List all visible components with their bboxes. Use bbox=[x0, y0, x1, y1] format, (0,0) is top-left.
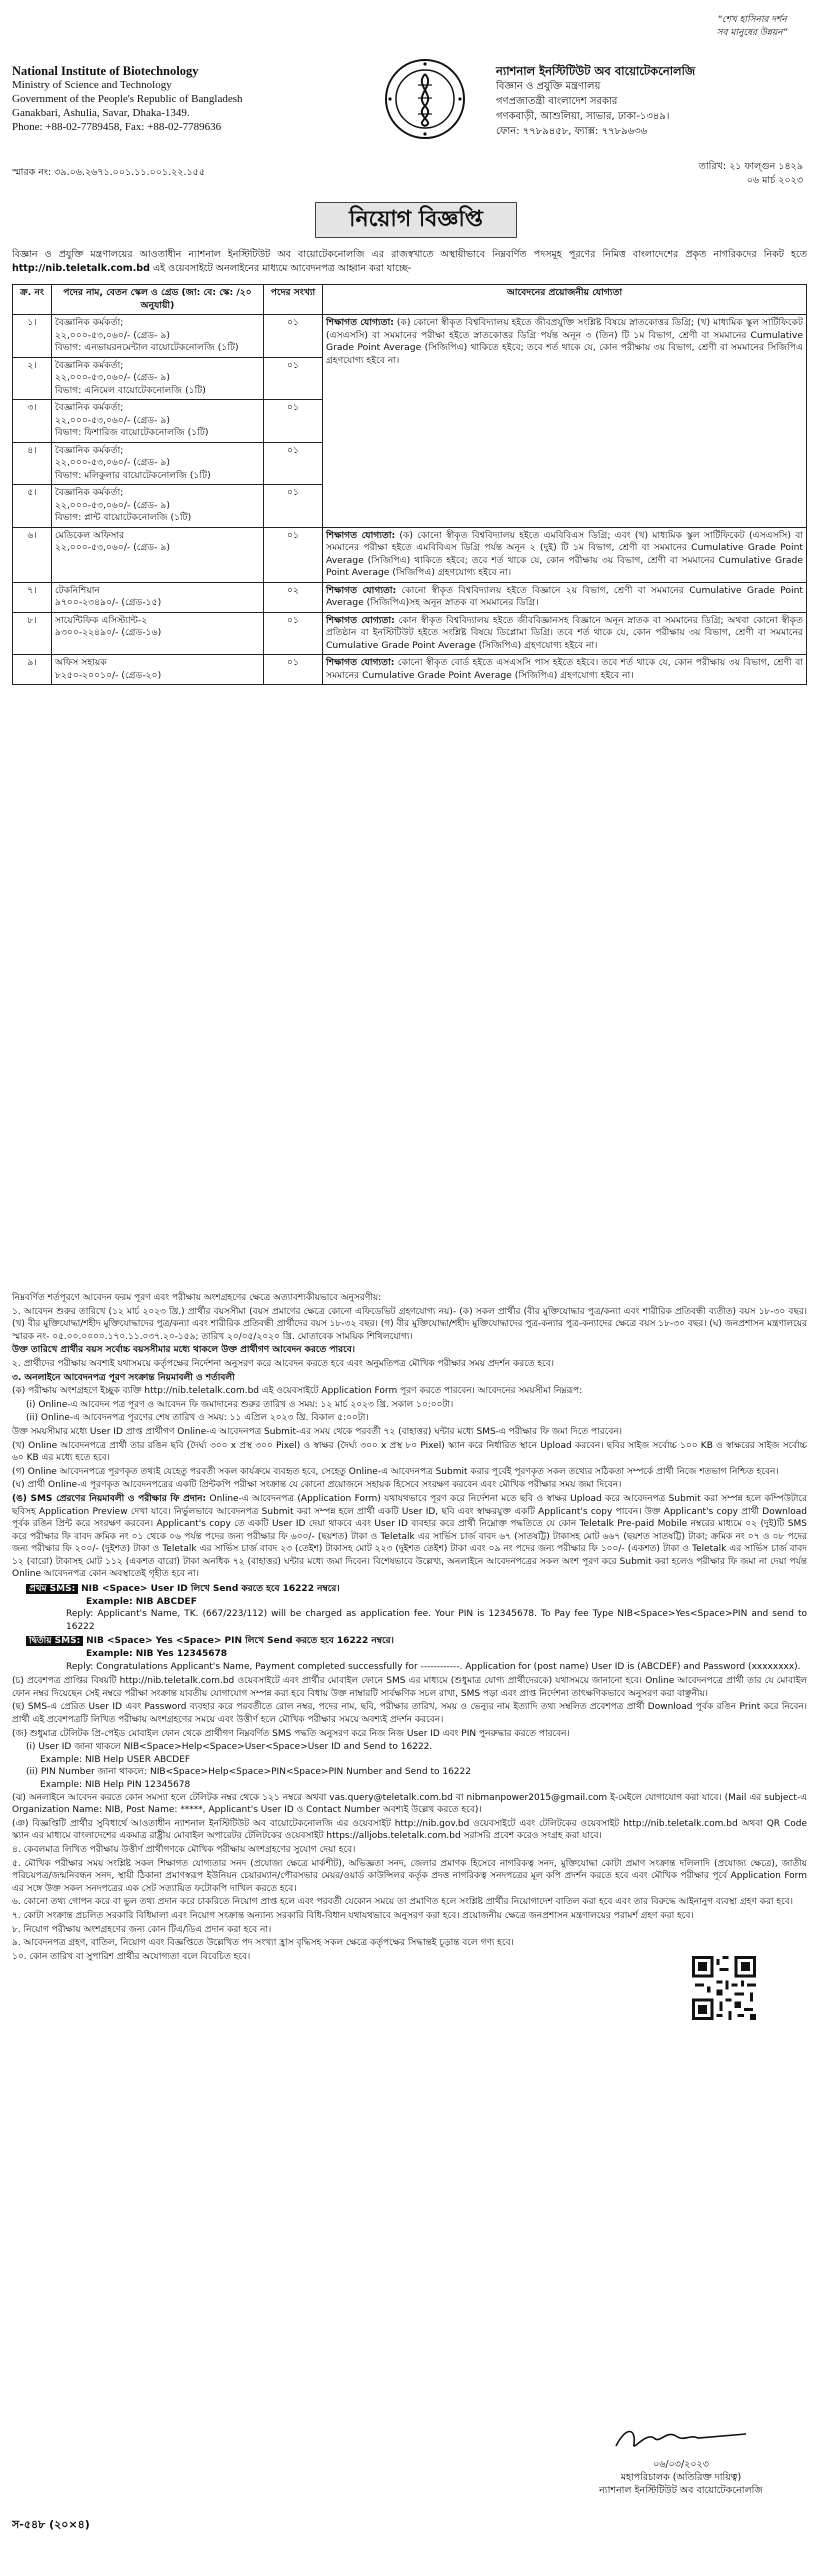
table-row: ৫। বৈজ্ঞানিক কর্মকর্তা; ২২,০০০-৫৩,০৬০/- (গ্রেড- ৯) বিভাগ: প্লান্ট বায়োটেকনোলজি (১টি) ০১ bbox=[13, 485, 807, 528]
table-row: ১। বৈজ্ঞানিক কর্মকর্তা; ২২,০০০-৫৩,০৬০/- (গ্রেড- ৯) বিভাগ: এনভায়রনমেন্টাল বায়োটেকনোলজি (১টি) ০১ শিক্ষাগত যোগ্যতা: (ক) কোনো স্বীকৃত বিশ্ববিদ্যালয় হইতে জীবপ্রযুক্তি সংশ্লিষ্ট বিষয়ে স্নাতকোত্তর ডিগ্রি; (খ) মাধ্যমিক স্কুল সার্টিফিকেট (এসএসসি) বা সমমানের পরীক্ষা হইতে স্নাতকোত্তর ডিগ্রি পর্যন্ত অনূন ৩ (তিন) টি ১ম বিভাগ, শ্রেণী বা সমমানের Cumulative Grade Point Average (সিজিপিএ) থাকিতে হইবে; তবে শর্ত থাকে যে, কোন পরীক্ষায় ৩য় বিভাগ, শ্রেণী বা সমমানের সিজিপিএ গ্রহণযোগ্য হইবে না। bbox=[13, 315, 807, 358]
signature-designation: মহাপরিচালক (অতিরিক্ত দায়িত্ব) bbox=[620, 2472, 742, 2483]
table-row: ৭। টেকনিশিয়ান ৯৭০০-২৩৪৯০/- (গ্রেড-১৫) ০২ শিক্ষাগত যোগ্যতা: কোনো স্বীকৃত বিশ্ববিদ্যালয় হইতে বিজ্ঞানে ২য় বিভাগ, শ্রেণী বা সমমানের Cumulative Grade Point Average (সিজিপিএ)সহ অনূন স্নাতক বা সমমানের ডিগ্রি। bbox=[13, 582, 807, 612]
intro-paragraph: বিজ্ঞান ও প্রযুক্তি মন্ত্রণালয়ের আওতাধীন ন্যাশনাল ইনস্টিটিউট অব বায়োটেকনোলজি এর রাজস্বখাতে অস্থায়ীভাবে নিম্নবর্ণিত পদসমূহ পূরণের নিমিত্ত বাংলাদেশের প্রকৃত নাগরিকদের নিকট হতে http://nib.teletalk.com.bd এই ওয়েবসাইটে অনলাইনের মাধ্যমে আবেদনপত্র আহ্বান করা যাচ্ছে- bbox=[12, 249, 807, 274]
government-bn: গণপ্রজাতন্ত্রী বাংলাদেশ সরকার bbox=[496, 96, 618, 107]
page-title: নিয়োগ বিজ্ঞপ্তি bbox=[315, 202, 517, 238]
date-english: ০৬ মার্চ ২০২৩ bbox=[746, 175, 803, 186]
rule-photo-upload: (খ) Online আবেদনপত্রে প্রার্থী তার রঙিন ছবি (দৈর্ঘ্য ৩০০ x প্রস্থ ৩০০ Pixel) ও স্বাক্ষর (দৈর্ঘ্য ৩০০ x প্রস্থ ৮০ Pixel) স্ক্যান করে নির্ধারিত স্থানে Upload করবেন। ছবির সাইজ সর্বোচ্চ ১০০ KB ও স্বাক্ষরের সাইজ সর্বোচ্চ ৬০ KB এর মধ্যে হতে হবে। bbox=[12, 1440, 807, 1464]
recovery-steps: (i) User ID জানা থাকলে NIB<Space>Help<Space>User<Space>User ID and Send to 16222. Example: NIB Help USER ABCDEF (ii) PIN Number জানা থাকলে: NIB<Space>Help<Space>PIN<Space>PIN Number and Send to 16222 Example: NIB Help PIN 12345678 bbox=[26, 1742, 471, 1790]
rule-recovery: (জ) শুধুমাত্র টেলিটক প্রি-পেইড মোবাইল ফোন থেকে প্রার্থীগণ নিম্নবর্ণিত SMS পদ্ধতি অনুসরণ করে নিজ নিজ User ID এবং PIN পুনরুদ্ধার করতে পারবেন। bbox=[12, 1728, 570, 1739]
col-serial: ক্র. নং bbox=[13, 285, 52, 315]
institute-seal-logo-icon bbox=[384, 58, 466, 140]
table-row: ২। বৈজ্ঞানিক কর্মকর্তা; ২২,০০০-৫৩,০৬০/- (গ্রেড- ৯) বিভাগ: এনিমেল বায়োটেকনোলজি (১টি) ০১ bbox=[13, 357, 807, 400]
ministry-bn: বিজ্ঞান ও প্রযুক্তি মন্ত্রণালয় bbox=[496, 81, 601, 92]
rule-printcopy: (ঘ) প্রার্থী Online-এ পূরণকৃত আবেদনপত্রের একটি প্রিন্টকপি পরীক্ষা সংক্রান্ত যে কোনো প্রয়োজনে সহায়ক হিসেবে সংরক্ষণ করবেন এবং মৌখিক পরীক্ষার সময় জমা দিবেন। bbox=[12, 1480, 622, 1491]
terms-section bbox=[12, 1292, 807, 1964]
rule-online-a: (ক) পরীক্ষায় অংশগ্রহণে ইচ্ছুক ব্যক্তি http://nib.teletalk.com.bd এই ওয়েবসাইটে Application Form পূরণ করতে পারবেন। আবেদনের সময়সীমা নিম্নরূপ: bbox=[12, 1386, 583, 1397]
signature-institute: ন্যাশনাল ইনস্টিটিউট অব বায়োটেকনোলজি bbox=[599, 2485, 763, 2496]
table-row: ৪। বৈজ্ঞানিক কর্মকর্তা; ২২,০০০-৫৩,০৬০/- (গ্রেড- ৯) বিভাগ: মলিকুলার বায়োটেকনোলজি (১টি) ০১ bbox=[13, 442, 807, 485]
rule-online-heading: ৩. অনলাইনে আবেদনপত্র পূরণ সংক্রান্ত নিয়মাবলী ও শর্তাবলী bbox=[12, 1372, 235, 1383]
rule-no-ta-da: ৮. নিয়োগ পরীক্ষায় অংশগ্রহণের জন্য কোন টিএ/ডিএ প্রদান করা হবে না। bbox=[12, 1924, 272, 1935]
table-row: ৩। বৈজ্ঞানিক কর্মকর্তা; ২২,০০০-৫৩,০৬০/- (গ্রেড- ৯) বিভাগ: ফিশারিজ বায়োটেকনোলজি (১টি) ০১ bbox=[13, 400, 807, 443]
rule-admit-card: ২. প্রার্থীদের পরীক্ষায় অবশ্যই যথাসময়ে কর্তৃপক্ষের নির্দেশনা অনুসরণ করে আবেদন করতে হবে এবং অনুমতিপত্র মৌখিক পরীক্ষার সময় প্রদর্শন করতে হবে। bbox=[12, 1358, 555, 1369]
qr-code-icon[interactable] bbox=[692, 1956, 756, 2020]
institute-name-bn: ন্যাশনাল ইনস্টিটিউট অব বায়োটেকনোলজি bbox=[496, 64, 696, 78]
date-bangla: ২১ ফাল্গুন ১৪২৯ bbox=[729, 161, 803, 172]
rule-documents: ৫. মৌখিক পরীক্ষার সময় সংশ্লিষ্ট সকল শিক্ষাগত যোগ্যতার সনদ (প্রযোজ্য ক্ষেত্রে মার্কশীট), অভিজ্ঞতা সনদ, জেলার প্রমাণক হিসেবে নাগরিকত্ব সনদ, মুক্তিযোদ্ধা কোটা প্রমাণ সংক্রান্ত দলিলাদি (প্রযোজ্য ক্ষেত্রে), জাতীয় পরিচয়পত্র/জন্মনিবন্ধন সনদ, স্থায়ী ঠিকানা প্রমাণস্বরূপ ইউনিয়ন চেয়ারম্যান/পৌরসভার মেয়র/ওয়ার্ড কাউন্সিলর কর্তৃক প্রদত্ত নাগরিকত্ব সনদপত্রের মূল কপি প্রদর্শন করতে হবে এবং মৌখিক পরীক্ষার পূর্বে Application Form এর সঙ্গে উক্ত সকল সনদপত্রের এক সেট সত্যায়িত ফটোকপি দাখিল করতে হবে। bbox=[12, 1858, 807, 1894]
ministry-en: Ministry of Science and Technology bbox=[12, 79, 172, 91]
posts-table bbox=[12, 284, 807, 685]
sms-second: দ্বিতীয় SMS: NIB <Space> Yes <Space> PIN লিখে Send করতে হবে 16222 নম্বরে। Example: NIB Yes 12345678 Reply: Congratulations Applicant's Name, Payment completed successfully for ------------. Application for (post name) User ID is (ABCDEF) and Password (xxxxxxxx). bbox=[26, 1635, 807, 1673]
government-en: Government of the People's Republic of Bangladesh bbox=[12, 93, 243, 105]
rule-userid-password: (ছ) SMS-এ প্রেরিত User ID এবং Password ব্যবহার করে পরবর্তীতে রোল নম্বর, পদের নাম, ছবি, পরীক্ষার তারিখ, সময় ও ভেন্যুর নাম ইত্যাদি তথ্য সম্বলিত প্রবেশপত্র প্রার্থী Download পূর্বক রঙিন Print করে নিবেন। প্রার্থী এই প্রবেশপত্রটি লিখিত পরীক্ষায় অংশগ্রহণের সময়ে এবং উত্তীর্ণ হলে মৌখিক পরীক্ষার সময়ে অবশ্যই প্রদর্শন করবেন। bbox=[12, 1702, 807, 1725]
rule-lobbying: ১০. কোন তারিখ বা সুপারিশ প্রার্থীর অযোগ্যতা বলে বিবেচিত হবে। bbox=[12, 1951, 251, 1962]
signature-date: ০৬/০৩/২০২৩ bbox=[653, 2459, 709, 2470]
col-post: পদের নাম, বেতন স্কেল ও গ্রেড (জা: বে: স্কে: /২০ অনুযায়ী) bbox=[52, 285, 264, 315]
col-count: পদের সংখ্যা bbox=[264, 285, 323, 315]
memo-number: স্মারক নং: ৩৯.০৬.২৬৭১.০০১.১১.০০১.২২.১৫৫ bbox=[12, 167, 205, 178]
signature-block bbox=[561, 2418, 801, 2497]
rule-online-a2: (ii) Online-এ আবেদনপত্র পূরণের শেষ তারিখ ও সময়: ১১ এপ্রিল ২০২৩ খ্রি. বিকাল ৫:০০টা। bbox=[26, 1413, 369, 1424]
signature-mark-icon bbox=[606, 2418, 756, 2458]
rule-age-note: উক্ত তারিখে প্রার্থীর বয়স সর্বোচ্চ বয়সসীমার মধ্যে থাকলে উক্ত প্রার্থীগণ আবেদন করতে পারবে। bbox=[12, 1345, 355, 1356]
rule-website-qr: (ঞ) বিজ্ঞপ্তিটি প্রার্থীর সুবিধার্থে আওতাধীন ন্যাশনাল ইনস্টিটিউট অব বায়োটেকনোলজি এর ওয়েবসাইট http://nib.gov.bd ওয়েবসাইটে এবং টেলিটকের ওয়েবসাইট http://nib.teletalk.com.bd অথবা QR Code স্ক্যান এর মাধ্যমে বাংলাদেশের একমাত্র রাষ্ট্রীয় মোবাইল অপারেটর টেলিটকের ওয়েবসাইট https://alljobs.teletalk.com.bd সরাসরি প্রবেশ করেও সংগ্রহ করা যাবে। bbox=[12, 1818, 807, 1842]
header-bangla bbox=[496, 64, 808, 139]
rule-sms-fee: (ঙ) SMS প্রেরণের নিয়মাবলী ও পরীক্ষার ফি প্রদান: Online-এ আবেদনপত্র (Application Form) যথাযথভাবে পূরণ করে নির্দেশনা মতে ছবি ও স্বাক্ষর Upload করে আবেদনপত্র Submit করা সম্পন্ন হলে কম্পিউটারে ছবিসহ Application Preview দেখা যাবে। নির্ভুলভাবে আবেদনপত্র Submit করা সম্পন্ন হলে প্রার্থী একটি User ID, ছবি এবং স্বাক্ষরযুক্ত একটি Applicant's copy পাবেন। উক্ত Applicant's copy প্রার্থী Download পূর্বক রঙিন প্রিন্ট করে সংরক্ষণ করবেন। Applicant's copy তে একটি User ID দেয়া থাকবে এবং User ID ব্যবহার করে প্রার্থী নিম্নোক্ত পদ্ধতিতে যে কোন Teletalk Pre-paid Mobile নম্বরের মাধ্যমে ০২ (দুই)টি SMS করে পরীক্ষার ফি বাবদ ক্রমিক নং ০১ থেকে ০৬ পর্যন্ত পদের জন্য পরীক্ষার ফি ৬০০/- (ছয়শত) টাকা ও Teletalk এর সার্ভিস চার্জ বাবদ ৬৭ (সাতষট্টি) টাকাসহ মোট ৬৬৭ (ছয়শত সাতষট্টি) টাকা; ক্রমিক নং ০৭ ও ০৮ পদের জন্য পরীক্ষার ফি ২০০/- (দুইশত) টাকা ও Teletalk এর সার্ভিস চার্জ বাবদ ২৩ (তেইশ) টাকাসহ মোট ২২৩ (দুইশত তেইশ) টাকা এবং ০৯ নং পদের জন্য পরীক্ষার ফি ১০০/- (একশত) টাকা ও Teletalk এর সার্ভিস চার্জ বাবদ ১২ (বারো) টাকাসহ মোট ১১২ (একশত বারো) টাকা অনধিক ৭২ (বাহাত্তর) ঘন্টার মধ্যে জমা দিবেন। বিশেষভাবে উল্লেখ্য, অনলাইনে আবেদনপত্রের সকল অংশ পূরণ করে Submit করা হলেও পরীক্ষার ফি জমা না দেয়া পর্যন্ত Online আবেদনপত্র কোন অবস্থাতেই গৃহীত হবে না। bbox=[12, 1493, 807, 1580]
footer-code: স-৫৪৮ (২০×৪) bbox=[12, 2518, 90, 2531]
table-header-row bbox=[13, 285, 807, 315]
rule-admit-notice: (চ) প্রবেশপত্র প্রাপ্তির বিষয়টি http://nib.teletalk.com.bd ওয়েবসাইটে এবং প্রার্থীর মোবাইল ফোনে SMS এর মাধ্যমে (শুধুমাত্র যোগ্য প্রার্থীদেরকে) যথাসময়ে জানানো হবে। Online আবেদনপত্রে প্রার্থী তার যে মোবাইল ফোন নম্বর দিয়েছেন সেই নম্বরে পরীক্ষা সংক্রান্ত যাবতীয় যোগাযোগ সম্পন্ন করা হবে বিধায় উক্ত নাম্বারটি সার্বক্ষণিক সচল রাখা, SMS পড়া এবং প্রাপ্ত নির্দেশনা তাৎক্ষণিকভাবে অনুসরণ করা বাঞ্ছনীয়। bbox=[12, 1676, 807, 1699]
table-row: ৬। মেডিকেল অফিসার ২২,০০০-৫৩,০৬০/- (গ্রেড- ৯) ০১ শিক্ষাগত যোগ্যতা: (ক) কোনো স্বীকৃত বিশ্ববিদ্যালয় হইতে এমবিবিএস ডিগ্রি; এবং (খ) মাধ্যমিক স্কুল সার্টিফিকেট (এসএসসি) বা সমমানের পরীক্ষা হইতে এমবিবিএস ডিগ্রি পর্যন্ত অনূন ২ (দুই) টি ১ম বিভাগ, শ্রেণী বা সমমানের Cumulative Grade Point Average (সিজিপিএ) থাকিতে হইবে; তবে শর্ত থাকে যে, কোন পরীক্ষায় ৩য় বিভাগ, শ্রেণী বা সমমানের Cumulative Grade Point Average (সিজিপিএ) গ্রহণযোগ্য হইবে না। bbox=[13, 527, 807, 582]
rule-info-accuracy: (গ) Online আবেদনপত্রে পূরণকৃত তথ্যই যেহেতু পরবর্তী সকল কার্যক্রমে ব্যবহৃত হবে, সেহেতু Online-এ আবেদনপত্র Submit করার পূর্বেই পূরণকৃত সকল তথ্যের সঠিকতা সম্পর্কে প্রার্থী নিজে শতভাগ নিশ্চিত হবেন। bbox=[12, 1466, 779, 1477]
rule-support-contact: (ঝ) অনলাইনে আবেদন করতে কোন সমস্যা হলে টেলিটক নম্বর থেকে ১২১ নম্বরে অথবা vas.query@teletalk.com.bd বা nibmanpower2015@gmail.com ই-মেইলে যোগাযোগ করা যাবে। (Mail এর subject-এ Organization Name: NIB, Post Name: *****, Applicant's User ID ও Contact Number অবশ্যই উল্লেখ করতে হবে)। bbox=[12, 1792, 807, 1816]
qualification-scientific-officer: শিক্ষাগত যোগ্যতা: (ক) কোনো স্বীকৃত বিশ্ববিদ্যালয় হইতে জীবপ্রযুক্তি সংশ্লিষ্ট বিষয়ে স্নাতকোত্তর ডিগ্রি; (খ) মাধ্যমিক স্কুল সার্টিফিকেট (এসএসসি) বা সমমানের পরীক্ষা হইতে স্নাতকোত্তর ডিগ্রি পর্যন্ত অনূন ৩ (তিন) টি ১ম বিভাগ, শ্রেণী বা সমমানের Cumulative Grade Point Average (সিজিপিএ) থাকিতে হইবে; তবে শর্ত থাকে যে, কোন পরীক্ষায় ৩য় বিভাগ, শ্রেণী বা সমমানের সিজিপিএ গ্রহণযোগ্য হইবে না। bbox=[323, 315, 807, 528]
motto: “শেখ হাসিনার দর্শন সব মানুষের উন্নয়ন” bbox=[716, 15, 788, 38]
institute-name-en: National Institute of Biotechnology bbox=[12, 64, 199, 78]
rule-age-limit: ১. আবেদন শুরুর তারিখে (১২ মার্চ ২০২৩ খ্রি.) প্রার্থীর বয়সসীমা (বয়স প্রমাণের ক্ষেত্রে কোনো এফিডেভিট গ্রহণযোগ্য নয়)- (ক) সকল প্রার্থীর (বীর মুক্তিযোদ্ধার পুত্র/কন্যা এবং শারীরিক প্রতিবন্ধী ব্যতীত) বয়স ১৮-৩০ বছর। (খ) বীর মুক্তিযোদ্ধা/শহীদ মুক্তিযোদ্ধাদের পুত্র/কন্যা এবং শারীরিক প্রতিবন্ধী প্রার্থীদের বয়স ১৮-৩২ বছর। (গ) বীর মুক্তিযোদ্ধা/শহীদ মুক্তিযোদ্ধাদের পুত্র-কন্যার পুত্র-কন্যাদের ক্ষেত্রে বয়স ১৮-৩০ বছর। (ঘ) জনপ্রশাসন মন্ত্রণালয়ের স্মারক নং- ০৫.০০.০০০০.১৭০.১১.০৩৭.২০-১৫৯; তারিখ ২০/০৫/২০২০ খ্রি. মোতাবেক সাময়িক শিথিলযোগ্য। bbox=[12, 1306, 807, 1342]
recruitment-notice bbox=[12, 8, 807, 2548]
rule-quota: ৭. কোটা সংক্রান্ত প্রচলিত সরকারি বিধিমালা এবং নিয়োগ সংক্রান্ত অন্যান্য সরকারি বিধি-বিধান যথাযথভাবে অনুসরণ করা হবে। প্রয়োজনীয় ক্ষেত্রে জনপ্রশাসন মন্ত্রণালয়ের পরামর্শ গ্রহণ করা হবে। bbox=[12, 1910, 694, 1921]
address-bn: গণকবাড়ী, আশুলিয়া, সাভার, ঢাকা-১৩৪৯। bbox=[496, 111, 670, 122]
rule-viva-eligibility: ৪. কেবলমাত্র লিখিত পরীক্ষায় উত্তীর্ণ প্রার্থীগণকে মৌখিক পরীক্ষায় অংশগ্রহণের সুযোগ দেয়া হবে। bbox=[12, 1844, 356, 1855]
table-row: ৯। অফিস সহায়ক ৮২৫০-২০০১০/- (গ্রেড-২০) ০১ শিক্ষাগত যোগ্যতা: কোনো স্বীকৃত বোর্ড হইতে এসএসসি পাস হইতে হইবে। তবে শর্ত থাকে যে, কোন পরীক্ষায় ৩য় বিভাগ, শ্রেণী বা সমমানের Cumulative Grade Point Average (সিজিপিএ) গ্রহণযোগ্য হইবে না। bbox=[13, 655, 807, 685]
col-qualification: আবেদনের প্রয়োজনীয় যোগ্যতা bbox=[323, 285, 807, 315]
header-english bbox=[12, 64, 332, 134]
contact-bn: ফোন: ৭৭৮৯৪৫৮, ফ্যাক্স: ৭৭৮৯৬৩৬ bbox=[496, 126, 648, 137]
terms-lead: নিম্নবর্ণিত শর্তপূরণে আবেদন ফরম পূরণ এবং পরীক্ষায় অংশগ্রহণের ক্ষেত্রে অত্যাবশ্যকীয়ভাবে অনুসরণীয়: bbox=[12, 1293, 382, 1303]
rule-online-a3: উক্ত সময়সীমার মধ্যে User ID প্রাপ্ত প্রার্থীগণ Online-এ আবেদনপত্র Submit-এর সময় থেকে পরবর্তী ৭২ (বাহাত্তর) ঘন্টার মধ্যে SMS-এ পরীক্ষার ফি জমা দিতে পারবেন। bbox=[12, 1426, 622, 1437]
rule-authority: ৯. আবেদনপত্র গ্রহণ, বাতিল, নিয়োগ এবং বিজ্ঞপ্তিতে উল্লেখিত পদ সংখ্যা হ্রাস বৃদ্ধিসহ সকল ক্ষেত্রে কর্তৃপক্ষের সিদ্ধান্তই চূড়ান্ত বলে গণ্য হবে। bbox=[12, 1938, 514, 1949]
table-row: ৮। সায়েন্টিফিক এসিস্ট্যান্ট-২ ৯৩০০-২২৪৯০/- (গ্রেড-১৬) ০১ শিক্ষাগত যোগ্যতা: কোন স্বীকৃত বিশ্ববিদ্যালয় হইতে জীববিজ্ঞানসহ বিজ্ঞানে অনূন স্নাতক বা সমমানের ডিগ্রি; অথবা কোনো স্বীকৃত প্রতিষ্ঠান বা ইনস্টিটিউট হইতে সংশ্লিষ্ট বিষয়ে ডিপ্লোমা ডিগ্রি। তবে শর্ত থাকে যে, কোন পরীক্ষায় ৩য় বিভাগ, শ্রেণী বা সমমানের Cumulative Grade Point Average (সিজিপিএ) গ্রহণযোগ্য হইবে না। bbox=[13, 612, 807, 655]
application-url-link[interactable]: http://nib.teletalk.com.bd bbox=[12, 263, 150, 274]
sms-first: প্রথম SMS: NIB <Space> User ID লিখে Send করতে হবে 16222 নম্বরে। Example: NIB ABCDEF Reply: Applicant's Name, TK. (667/223/112) will be charged as application fee. Your PIN is 12345678. To Pay fee Type NIB<Space>Yes<Space>PIN and send to 16222 bbox=[26, 1583, 807, 1633]
contact-en: Phone: +88-02-7789458, Fax: +88-02-7789636 bbox=[12, 121, 222, 133]
rule-false-info: ৬. কোনো তথ্য গোপন করে বা ভুল তথ্য প্রদান করে চাকরিতে নিয়োগ প্রাপ্ত হলে এবং পরবর্তী যেকোন সময়ে তা প্রমাণিত হলে সংশ্লিষ্ট প্রার্থীর নিয়োগাদেশ বাতিল করা হবে এবং তার বিরুদ্ধে আইনানুগ ব্যবস্থা গ্রহণ করা হবে। bbox=[12, 1897, 793, 1908]
notice-date: তারিখ: ২১ ফাল্গুন ১৪২৯ ০৬ মার্চ ২০২৩ bbox=[698, 161, 803, 186]
address-en: Ganakbari, Ashulia, Savar, Dhaka-1349. bbox=[12, 107, 190, 119]
rule-online-a1: (i) Online-এ আবেদন পত্র পূরণ ও আবেদন ফি জমাদানের শুরুর তারিখ ও সময়: ১২ মার্চ ২০২৩ খ্রি. সকাল ১০:০০টা। bbox=[26, 1399, 454, 1410]
